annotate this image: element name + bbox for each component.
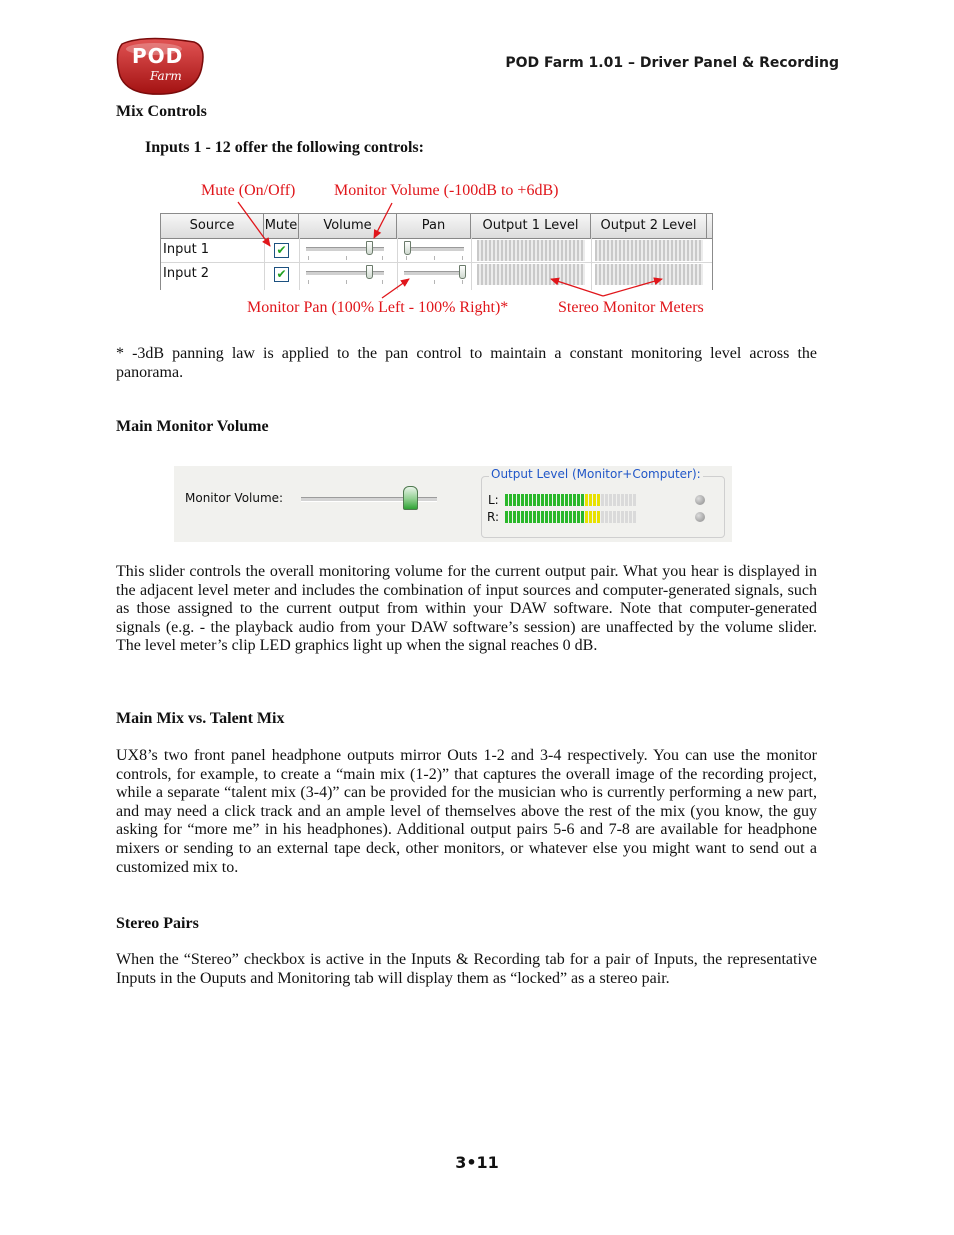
level-led-segment bbox=[577, 494, 580, 506]
col-mute[interactable]: Mute bbox=[264, 214, 299, 238]
level-led-segment bbox=[557, 511, 560, 523]
level-led-segment bbox=[629, 494, 632, 506]
col-source[interactable]: Source bbox=[161, 214, 264, 238]
page-number: 3•11 bbox=[455, 1153, 499, 1172]
level-led-segment bbox=[513, 494, 516, 506]
level-led-segment bbox=[509, 511, 512, 523]
level-led-segment bbox=[613, 511, 616, 523]
level-led-segment bbox=[553, 494, 556, 506]
level-led-segment bbox=[633, 511, 636, 523]
level-led-segment bbox=[529, 511, 532, 523]
level-led-segment bbox=[549, 494, 552, 506]
level-led-segment bbox=[561, 494, 564, 506]
main-monitor-volume-heading: Main Monitor Volume bbox=[116, 418, 269, 435]
monitor-volume-label: Monitor Volume: bbox=[185, 491, 284, 505]
right-clip-led-icon bbox=[695, 512, 705, 522]
level-led-segment bbox=[617, 511, 620, 523]
volume-arrow bbox=[374, 203, 392, 238]
level-led-segment bbox=[577, 511, 580, 523]
level-led-segment bbox=[597, 494, 600, 506]
level-led-segment bbox=[601, 494, 604, 506]
level-led-segment bbox=[597, 511, 600, 523]
level-led-segment bbox=[525, 494, 528, 506]
mix-controls-intro: Inputs 1 - 12 offer the following controls: bbox=[145, 139, 424, 156]
mute-annotation: Mute (On/Off) bbox=[201, 182, 296, 199]
running-header: POD Farm 1.01 – Driver Panel & Recording bbox=[505, 55, 839, 71]
level-led-segment bbox=[569, 511, 572, 523]
output-level-title: Output Level (Monitor+Computer): bbox=[491, 467, 701, 481]
level-led-segment bbox=[629, 511, 632, 523]
monitor-volume-annotation: Monitor Volume (-100dB to +6dB) bbox=[334, 182, 559, 199]
col-output2-level[interactable]: Output 2 Level bbox=[591, 214, 707, 238]
level-led-segment bbox=[625, 511, 628, 523]
monitor-volume-body: This slider controls the overall monitoring volume for the current output pair. What you hear is displayed in the adjacent level meter and includes the combination of input sources and computer-generated signals, such as those assigned to the current output from within your DAW software. Note that computer-generated signals (e.g. - the playback audio from your DAW software’s session) are unaffected by the volume slider. The level meter’s clip LED graphics light up when the signal reaches 0 dB. bbox=[116, 563, 817, 655]
level-led-segment bbox=[545, 511, 548, 523]
row-source-input2: Input 2 bbox=[163, 266, 210, 281]
level-led-segment bbox=[565, 511, 568, 523]
level-led-segment bbox=[529, 494, 532, 506]
level-led-segment bbox=[517, 511, 520, 523]
mute-arrow bbox=[238, 202, 270, 246]
col-pan[interactable]: Pan bbox=[397, 214, 471, 238]
mute-checkbox-input2[interactable]: ✔ bbox=[274, 267, 289, 282]
right-level-meter bbox=[505, 511, 636, 523]
level-led-segment bbox=[537, 494, 540, 506]
col-output1-level[interactable]: Output 1 Level bbox=[471, 214, 591, 238]
mix-controls-heading: Mix Controls bbox=[116, 103, 207, 120]
level-led-segment bbox=[569, 494, 572, 506]
level-led-segment bbox=[541, 494, 544, 506]
monitor-pan-annotation: Monitor Pan (100% Left - 100% Right)* bbox=[247, 299, 509, 316]
meter-arrow-right bbox=[603, 279, 662, 296]
level-led-segment bbox=[573, 511, 576, 523]
level-led-segment bbox=[533, 494, 536, 506]
main-vs-talent-heading: Main Mix vs. Talent Mix bbox=[116, 710, 285, 727]
level-led-segment bbox=[609, 511, 612, 523]
left-channel-label: L: bbox=[488, 493, 499, 507]
level-led-segment bbox=[573, 494, 576, 506]
meter-arrow-left bbox=[551, 279, 603, 296]
level-led-segment bbox=[581, 494, 584, 506]
main-vs-talent-body: UX8’s two front panel headphone outputs mirror Outs 1-2 and 3-4 respectively. You can use the monitor controls, for example, to create a “main mix (1-2)” that captures the overall image of the recording project, while a separate “talent mix (3-4)” can be provided for the musician who is currently performing a new part, and may need a click track and an ample level of themselves above the rest of the mix (you know, the guy asking for “more me” in his headphones). Additional output pairs 5-6 and 7-8 are available for headphone mixers or sending to an external tape deck, other monitors, or whatever else you might want to send out a customized mix to. bbox=[116, 747, 817, 876]
left-clip-led-icon bbox=[695, 495, 705, 505]
level-led-segment bbox=[585, 494, 588, 506]
logo-text-farm: Farm bbox=[150, 69, 182, 83]
level-led-segment bbox=[605, 511, 608, 523]
level-led-segment bbox=[605, 494, 608, 506]
pan-law-footnote: * -3dB panning law is applied to the pan control to maintain a constant monitoring level across the panorama. bbox=[116, 345, 817, 381]
level-led-segment bbox=[533, 511, 536, 523]
level-led-segment bbox=[549, 511, 552, 523]
level-led-segment bbox=[621, 494, 624, 506]
logo-text-pod: POD bbox=[132, 44, 184, 68]
level-led-segment bbox=[521, 494, 524, 506]
stereo-pairs-heading: Stereo Pairs bbox=[116, 915, 199, 932]
level-led-segment bbox=[553, 511, 556, 523]
level-led-segment bbox=[509, 494, 512, 506]
level-led-segment bbox=[517, 494, 520, 506]
level-led-segment bbox=[601, 511, 604, 523]
col-volume[interactable]: Volume bbox=[299, 214, 397, 238]
level-led-segment bbox=[633, 494, 636, 506]
level-led-segment bbox=[589, 494, 592, 506]
level-led-segment bbox=[589, 511, 592, 523]
stereo-pairs-body: When the “Stereo” checkbox is active in the Inputs & Recording tab for a pair of Inputs, the representative Inputs in the Ouputs and Monitoring tab will display them as “locked” as a stereo pair. bbox=[116, 951, 817, 987]
level-led-segment bbox=[545, 494, 548, 506]
level-led-segment bbox=[593, 511, 596, 523]
level-led-segment bbox=[625, 494, 628, 506]
level-led-segment bbox=[613, 494, 616, 506]
row-source-input1: Input 1 bbox=[163, 242, 210, 257]
level-led-segment bbox=[561, 511, 564, 523]
right-channel-label: R: bbox=[487, 510, 500, 524]
level-led-segment bbox=[505, 494, 508, 506]
level-led-segment bbox=[525, 511, 528, 523]
level-led-segment bbox=[537, 511, 540, 523]
mute-checkbox-input1[interactable]: ✔ bbox=[274, 243, 289, 258]
level-led-segment bbox=[557, 494, 560, 506]
stereo-meters-annotation: Stereo Monitor Meters bbox=[558, 299, 704, 316]
pan-arrow bbox=[382, 279, 409, 298]
annotation-arrows bbox=[0, 0, 954, 330]
level-led-segment bbox=[585, 511, 588, 523]
output-level-group bbox=[481, 476, 725, 538]
level-led-segment bbox=[513, 511, 516, 523]
level-led-segment bbox=[565, 494, 568, 506]
level-led-segment bbox=[581, 511, 584, 523]
monitor-volume-slider[interactable] bbox=[403, 486, 418, 510]
level-led-segment bbox=[521, 511, 524, 523]
level-led-segment bbox=[609, 494, 612, 506]
level-led-segment bbox=[593, 494, 596, 506]
level-led-segment bbox=[617, 494, 620, 506]
level-led-segment bbox=[541, 511, 544, 523]
left-level-meter bbox=[505, 494, 636, 506]
level-led-segment bbox=[621, 511, 624, 523]
level-led-segment bbox=[505, 511, 508, 523]
